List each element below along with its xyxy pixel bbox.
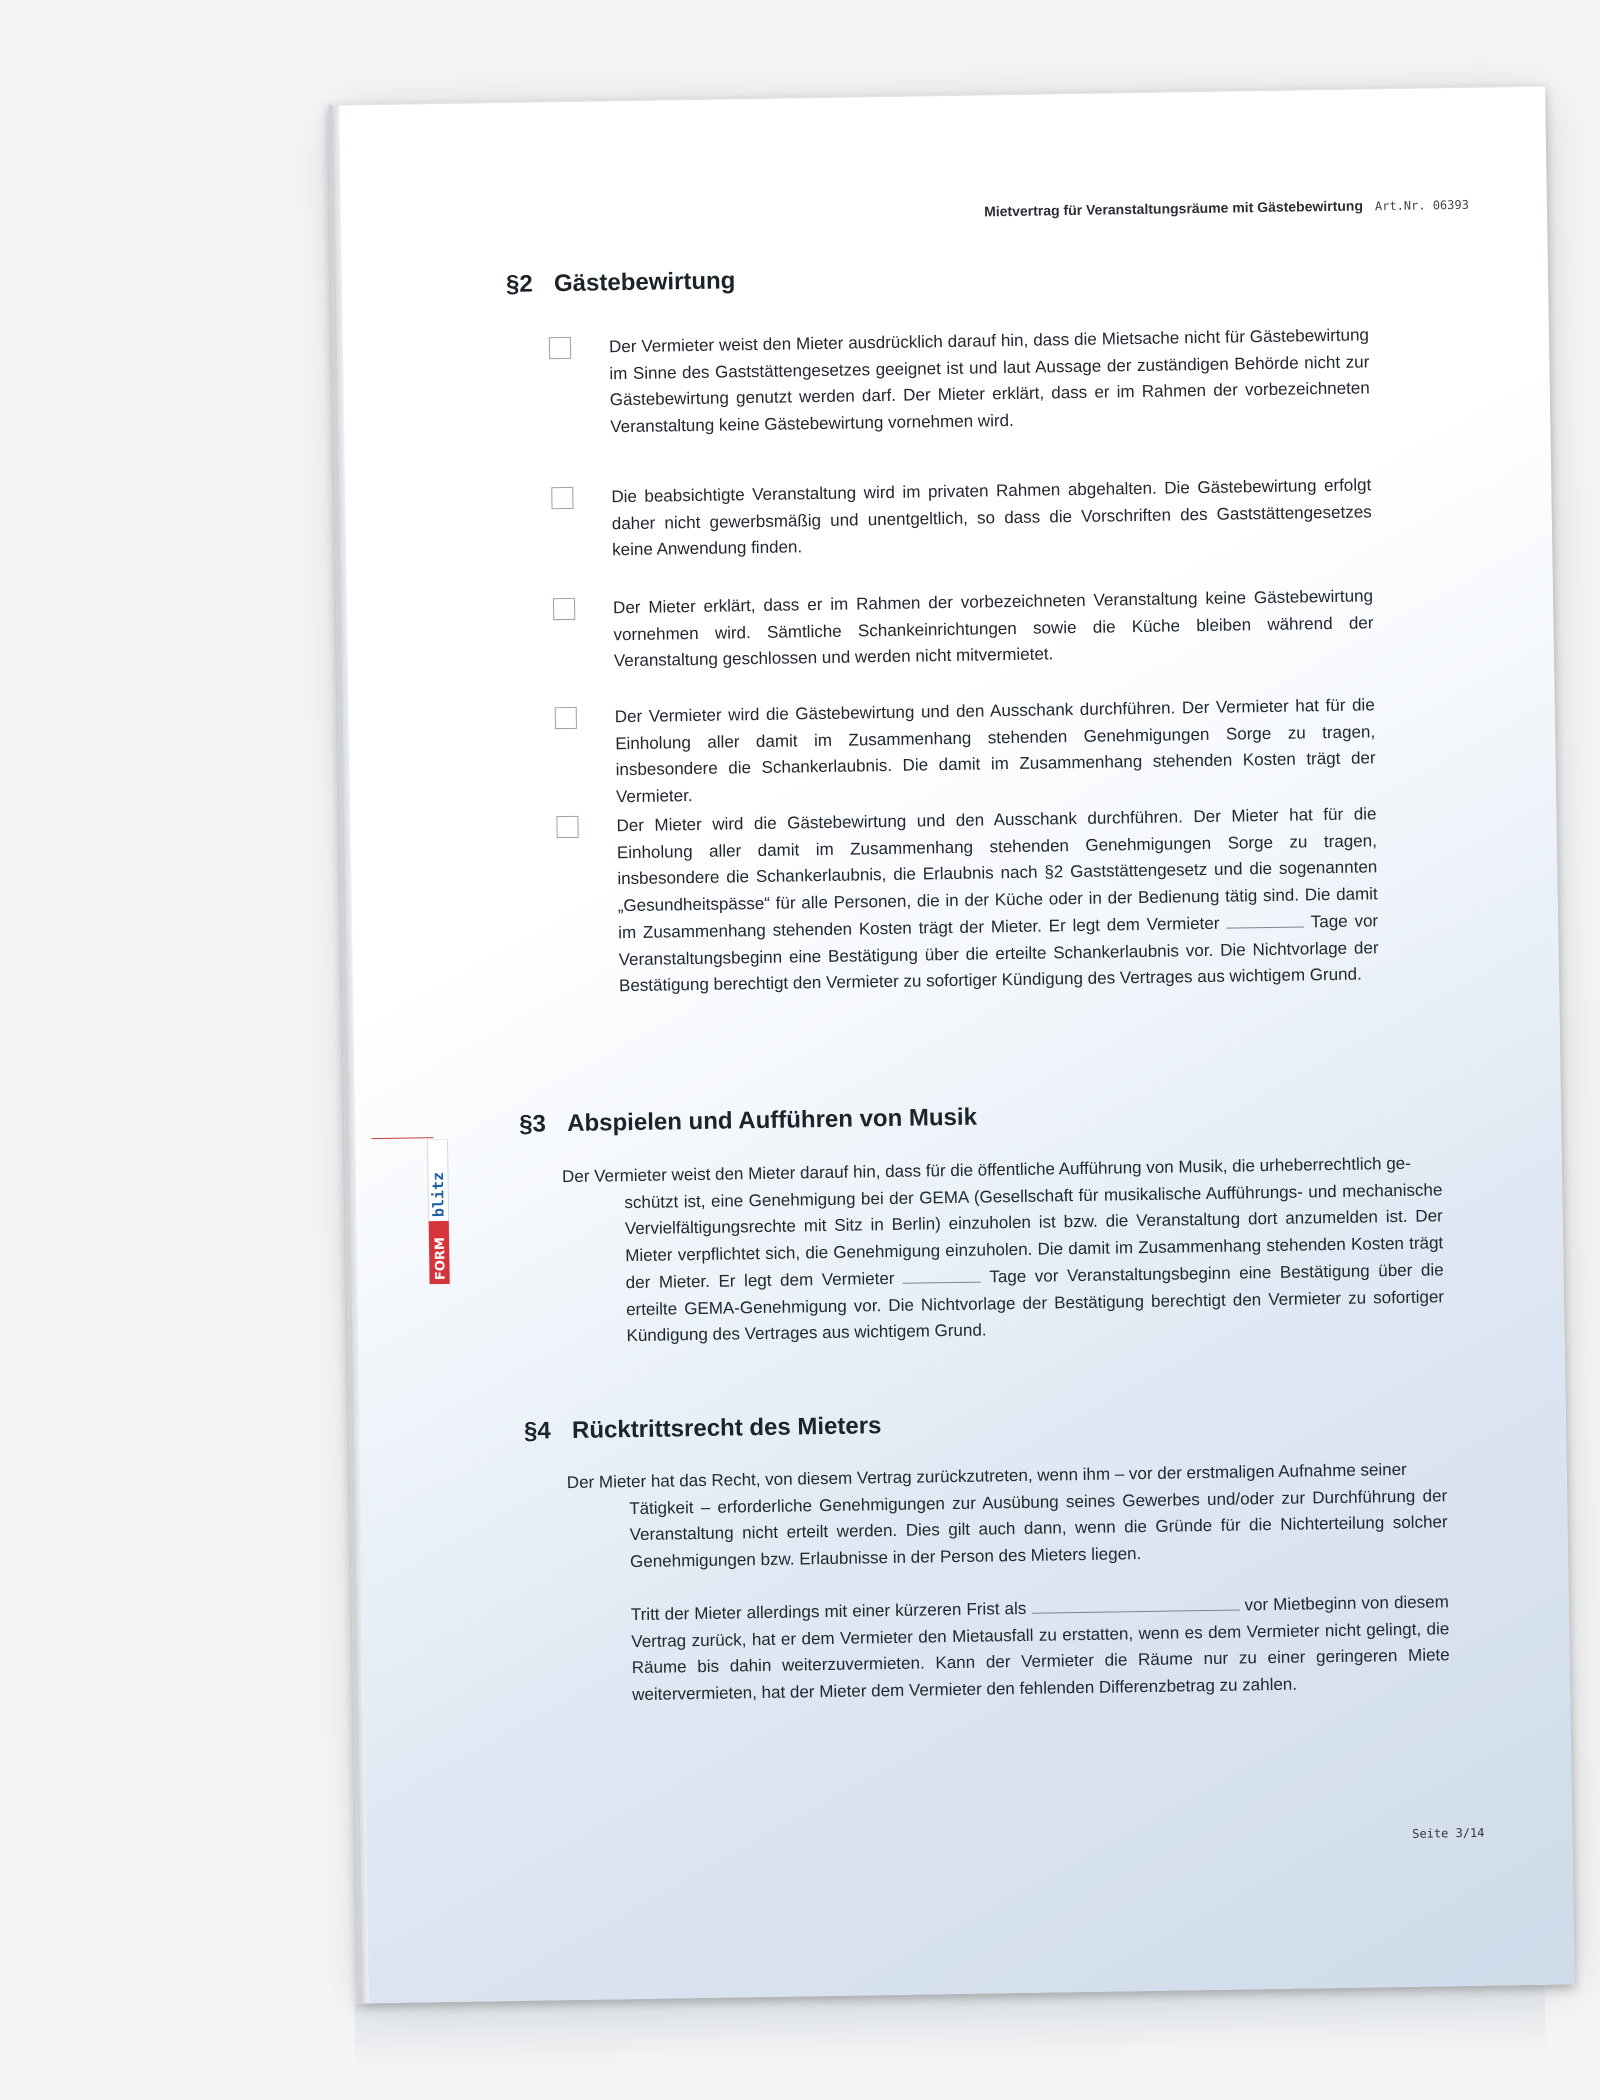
paragraph-text: vor Mietbeginn von diesem Vertrag zurück, hat er dem Vermieter den Mietausfall zu erstatten, wenn es dem Vermieter nicht gelingt, die Räume bis dahin weiterzuvermieten. Kann der Vermieter die Räume nur zu einer geringeren Miete weitervermieten, hat der Mieter dem Vermieter den fehlenden Differenzbetrag zu zahlen. (631, 1592, 1450, 1704)
option-text: Der Vermieter wird die Gästebewirtung und den Ausschank durchführen. Der Vermieter hat für die Einholung aller damit im Zusammenhang stehenden Genehmigungen Sorge zu tragen, insbesondere die Schankerlaubnis. Die damit im Zusammenhang stehenden Kosten trägt der Vermieter. (614, 695, 1376, 806)
paragraph-text: Tritt der Mieter allerdings mit einer kürzeren Frist als (630, 1598, 1027, 1625)
paragraph-continuation (569, 1588, 1451, 1709)
option-text-part: Der Mieter wird die Gästebewirtung und den Ausschank durchführen. Der Mieter hat für die Einholung aller damit im Zusammenhang stehenden Genehmigungen Sorge zu tragen, insbesondere die Schankerlaubnis, die Erlaubnis nach §2 Gaststättengesetz und die sogenannten „Gesundheitspässe“ für alle Personen, die in der Küche oder in der Bedienung tätig sind. Die damit im Zusammenhang stehenden Kosten trägt der Mieter. Er legt dem Vermieter (616, 804, 1378, 943)
page-number: Seite 3/14 (1412, 1825, 1485, 1841)
option-item[interactable] (551, 472, 1372, 564)
section-4-paragraph-2 (569, 1588, 1451, 1709)
option-item[interactable] (553, 583, 1374, 675)
formblitz-logo (421, 1139, 453, 1284)
section-title: Gästebewirtung (553, 267, 736, 298)
page-edge (333, 106, 369, 2004)
paragraph-continuation (562, 1177, 1444, 1351)
article-number: Art.Nr. 06393 (1374, 197, 1469, 214)
option-checkbox[interactable] (555, 707, 577, 729)
option-text: Die beabsichtigte Veranstaltung wird im privaten Rahmen abgehalten. Die Gästebewirtung erfolgt daher nicht gewerbsmäßig und unentgeltlich, so dass die Vorschriften des Gaststättengesetzes keine Anwendung finden. (611, 475, 1372, 560)
section-title: Abspielen und Aufführen von Musik (566, 1103, 978, 1138)
document-page (328, 86, 1575, 2004)
days-blank-field[interactable] (1226, 908, 1304, 928)
section-4-heading (524, 1412, 882, 1446)
section-number: §3 (518, 1110, 547, 1138)
option-text (616, 801, 1379, 999)
document-title: Mietvertrag für Veranstaltungsräume mit Gästebewirtung (983, 197, 1364, 220)
section-number: §2 (505, 270, 533, 298)
option-item[interactable] (556, 801, 1379, 1000)
logo-blitz-text: blitz (428, 1171, 448, 1218)
paragraph-lead: Der Mieter hat das Recht, von diesem Vertrag zurückzutreten, wenn ihm – vor der erstmaligen Aufnahme seiner (566, 1459, 1407, 1493)
paragraph-text: schützt ist, eine Genehmigung bei der GEMA (Gesellschaft für musikalische Aufführungs- und mechanische Vervielfältigungsrechte mit Sitz in Berlin) einzuholen ist bzw. die Veranstaltung dort anzumelden ist. Der Mieter verpflichtet sich, die Genehmigung einzuholen. Die damit im Zusammenhang stehenden Kosten trägt der Mieter. Er legt dem Vermieter (624, 1179, 1444, 1293)
section-title: Rücktrittsrecht des Mieters (571, 1412, 882, 1445)
option-item[interactable] (549, 322, 1371, 441)
option-text: Der Vermieter weist den Mieter ausdrücklich darauf hin, dass die Mietsache nicht für Gästebewirtung im Sinne des Gaststättengesetzes geeignet ist und laut Aussage der zuständigen Behörde nicht zur Gästebewirtung genutzt werden darf. Der Mieter erklärt, dass er im Rahmen der vorbezeichneten Veranstaltung keine Gästebewirtung vornehmen wird. (608, 325, 1370, 436)
days-blank-field[interactable] (903, 1264, 981, 1284)
option-text: Der Mieter erklärt, dass er im Rahmen der vorbezeichneten Veranstaltung keine Gästebewirtung vornehmen wird. Sämtliche Schankeinrichtungen sowie die Küche bleiben während der Veranstaltung geschlossen und werden nicht mitvermietet. (612, 586, 1374, 671)
option-checkbox[interactable] (549, 337, 571, 359)
section-3-paragraph (562, 1150, 1445, 1350)
paragraph-continuation: Tätigkeit – erforderliche Genehmigungen zur Ausübung seines Gewerbes und/oder zur Durchführung der Veranstaltung nicht erteilt werden. Dies gilt auch dann, wenn die Gründe für die Nichterteilung solcher Genehmigungen bzw. Erlaubnisse in der Person des Mieters liegen. (629, 1485, 1448, 1571)
paragraph-text: Tage vor Veranstaltungsbeginn eine Bestätigung über die erteilte GEMA-Genehmigung vor. Die Nichtvorlage der Bestätigung berechtigt den Vermieter zu sofortiger Kündigung des Vertrages aus wichtigem Grund. (625, 1260, 1445, 1346)
section-number: §4 (523, 1417, 551, 1445)
section-3-heading (519, 1104, 977, 1139)
option-checkbox[interactable] (556, 816, 578, 838)
deadline-blank-field[interactable] (1031, 1592, 1239, 1614)
document-header (984, 196, 1469, 220)
paragraph-lead: Der Vermieter weist den Mieter darauf hin, dass für die öffentliche Aufführung von Musik, die urheberrechtlich ge- (561, 1153, 1411, 1187)
option-checkbox[interactable] (551, 487, 573, 509)
option-text-part: Tage vor Veranstaltungsbeginn eine Bestätigung über die erteilte Schankerlaubnis vor. Die Nichtvorlage der Bestätigung berechtigt den Vermieter zu sofortiger Kündigung des Vertrages aus wichtigem Grund. (618, 911, 1379, 996)
section-2-heading (506, 267, 736, 299)
option-item[interactable] (555, 692, 1377, 811)
option-checkbox[interactable] (553, 598, 575, 620)
logo-form-text: FORM (432, 1237, 449, 1281)
section-4-paragraph (567, 1456, 1449, 1576)
